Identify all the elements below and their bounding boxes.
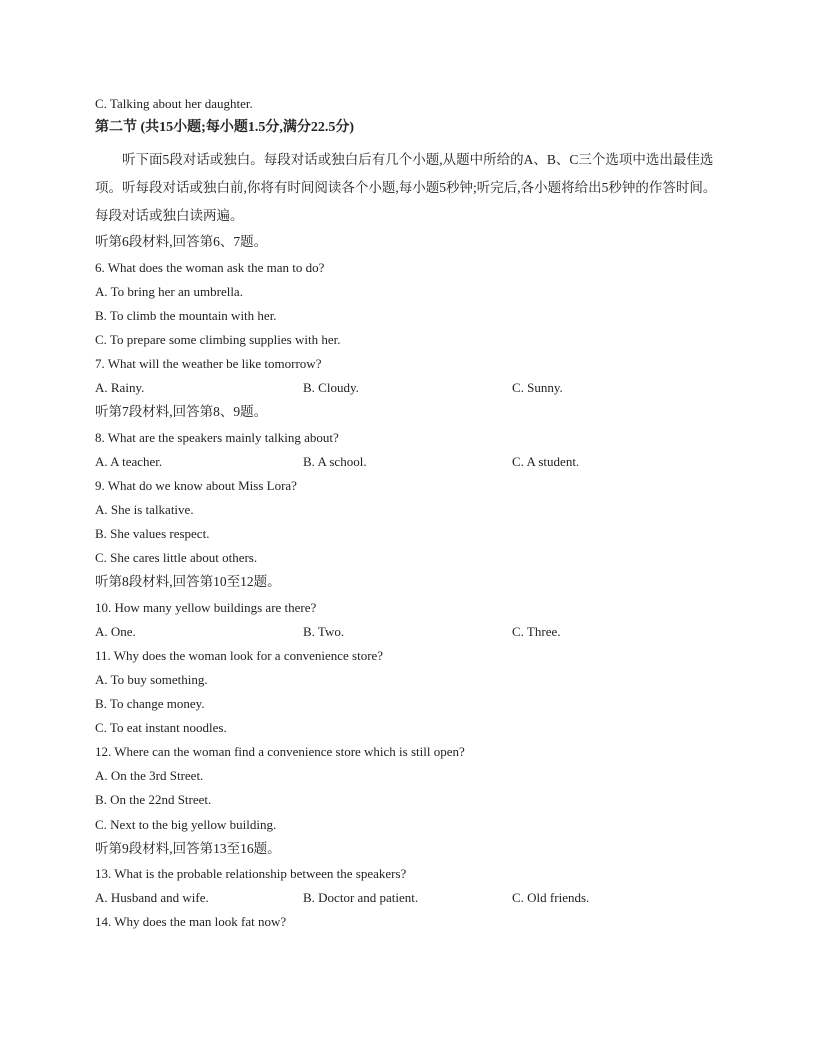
answer-option: A. Husband and wife. — [95, 890, 209, 906]
previous-option: C. Talking about her daughter. — [95, 96, 253, 111]
question-text: 9. What do we know about Miss Lora? — [95, 477, 297, 493]
question-list — [95, 232, 725, 932]
section-instruction: 听第7段材料,回答第8、9题。 — [95, 404, 268, 420]
answer-option: B. She values respect. — [95, 526, 210, 542]
answer-option: A. On the 3rd Street. — [95, 768, 204, 784]
section-instruction: 听第9段材料,回答第13至16题。 — [95, 840, 281, 856]
question-text: 7. What will the weather be like tomorrow? — [95, 355, 322, 371]
question-text: 8. What are the speakers mainly talking about? — [95, 429, 339, 445]
question-text: 14. Why does the man look fat now? — [95, 914, 287, 930]
question-text: 10. How many yellow buildings are there? — [95, 599, 317, 615]
answer-option: C. To eat instant noodles. — [95, 720, 227, 736]
answer-option: C. To prepare some climbing supplies with her. — [95, 331, 341, 347]
answer-option: B. To change money. — [95, 696, 205, 712]
answer-option: B. A school. — [303, 453, 367, 469]
options-row — [95, 622, 725, 642]
answer-option: B. Doctor and patient. — [303, 890, 419, 906]
answer-option: B. On the 22nd Street. — [95, 792, 212, 808]
options-row — [95, 378, 725, 398]
answer-option: C. Three. — [512, 623, 561, 639]
answer-option: B. Two. — [303, 623, 345, 639]
answer-option: B. Cloudy. — [303, 380, 359, 396]
answer-option: C. Old friends. — [512, 890, 590, 906]
exam-page — [95, 94, 725, 936]
answer-option: A. Rainy. — [95, 380, 145, 396]
question-text: 6. What does the woman ask the man to do? — [95, 259, 325, 275]
options-row — [95, 452, 725, 472]
answer-option: A. To bring her an umbrella. — [95, 283, 243, 299]
question-text: 11. Why does the woman look for a convenience store? — [95, 647, 384, 663]
section-instruction: 听第6段材料,回答第6、7题。 — [95, 234, 268, 250]
answer-option: A. A teacher. — [95, 453, 163, 469]
answer-option: C. Sunny. — [512, 380, 563, 396]
answer-option: A. To buy something. — [95, 672, 208, 687]
answer-option: C. She cares little about others. — [95, 550, 258, 566]
answer-option: C. Next to the big yellow building. — [95, 816, 277, 832]
section-heading: 第二节 (共15小题;每小题1.5分,满分22.5分) — [95, 120, 354, 136]
answer-option: A. One. — [95, 623, 136, 639]
question-text: 12. Where can the woman find a convenience store which is still open? — [95, 744, 465, 760]
question-text: 13. What is the probable relationship between the speakers? — [95, 866, 407, 882]
options-row — [95, 888, 725, 908]
section-instruction: 听第8段材料,回答第10至12题。 — [95, 574, 281, 590]
instructions-paragraph: 听下面5段对话或独白。每段对话或独白后有几个小题,从题中所给的A、B、C三个选项中选出最佳选项。听每段对话或独白前,你将有时间阅读各个小题,每小题5秒钟;听完后,各小题将给出5秒钟的作答时间。每段对话或独白读两遍。 — [95, 152, 717, 224]
answer-option: A. She is talkative. — [95, 501, 194, 517]
answer-option: C. A student. — [512, 453, 580, 469]
answer-option: B. To climb the mountain with her. — [95, 307, 277, 323]
